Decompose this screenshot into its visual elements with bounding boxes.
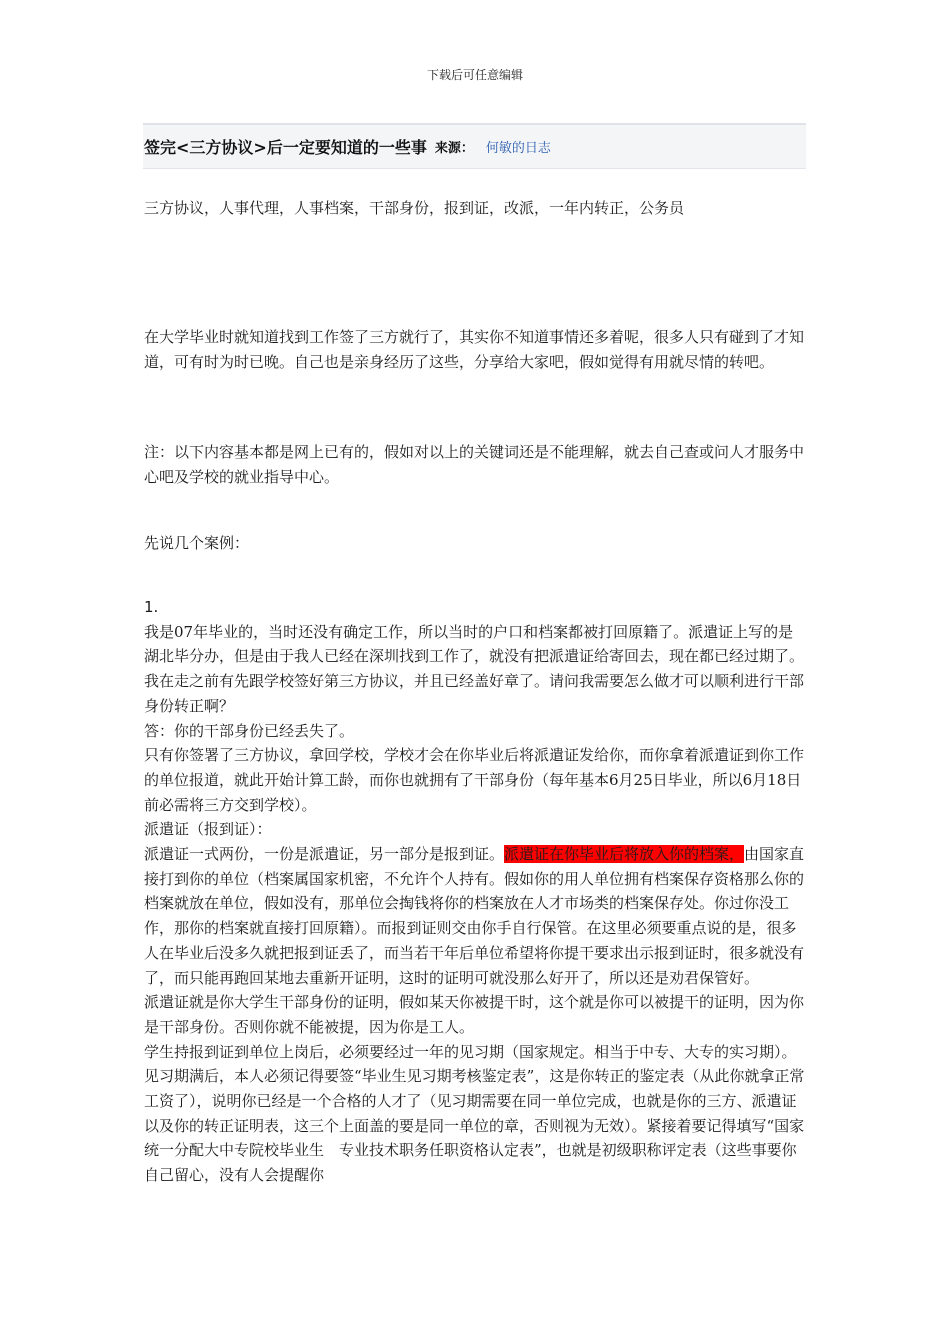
case-question: 我是07年毕业的，当时还没有确定工作，所以当时的户口和档案都被打回原籍了。派遣证上写的是湖北毕分办，但是由于我人已经在深圳找到工作了，就没有把派遣证给寄回去，现在都已经过期了。我在走之前有先跟学校签好第三方协议，并且已经盖好章了。请问我需要怎么做才可以顺利进行干部身份转正啊？ bbox=[144, 622, 805, 715]
probation-paragraph: 学生持报到证到单位上岗后，必须要经过一年的见习期（国家规定。相当于中专、大专的实习期）。见习期满后，本人必须记得要签“毕业生见习期考核鉴定表”，这是你转正的鉴定表（从此你就拿正常工资了），说明你已经是一个合格的人才了（见习期需要在同一单位完成，也就是你的三方、派遣证以及你的转正证明表，这三个上面盖的要是同一单位的章，否则视为无效）。紧接着要记得填写“国家统一分配大中专院校毕业生 专业技术职务任职资格认定表”，也就是初级职称评定表（这些事要你自己留心，没有人会提醒你 bbox=[144, 1042, 805, 1185]
cadre-status-paragraph: 派遣证就是你大学生干部身份的证明，假如某天你被提干时，这个就是你可以被提干的证明，因为你是干部身份。否则你就不能被提，因为你是工人。 bbox=[144, 993, 805, 1036]
case-number: 1. bbox=[144, 598, 159, 616]
intro-paragraph: 在大学毕业时就知道找到工作签了三方就行了，其实你不知道事情还多着呢，很多人只有碰到了才知道，可有时为时已晚。自己也是亲身经历了这些，分享给大家吧，假如觉得有用就尽情的转吧。 bbox=[144, 328, 805, 371]
article-title-bar bbox=[143, 123, 806, 169]
case-explanation: 只有你签署了三方协议，拿回学校，学校才会在你毕业后将派遣证发给你，而你拿着派遣证到你工作的单位报道，就此开始计算工龄，而你也就拥有了干部身份（每年基本6月25日毕业，所以6月18日前必需将三方交到学校）。 bbox=[144, 746, 805, 814]
case-1-block bbox=[144, 595, 808, 1188]
case-answer: 答：你的干部身份已经丢失了。 bbox=[144, 721, 355, 740]
source-label: 来源： bbox=[434, 141, 474, 156]
detail-text-before: 派遣证一式两份，一份是派遣证，另一部分是报到证。 bbox=[144, 845, 505, 864]
note-paragraph: 注：以下内容基本都是网上已有的，假如对以上的关键词还是不能理解，就去自己查或问人才服务中心吧及学校的就业指导中心。 bbox=[144, 443, 805, 486]
keywords-line: 三方协议，人事代理，人事档案，干部身份，报到证，改派，一年内转正，公务员 bbox=[144, 199, 685, 217]
dispatch-cert-heading: 派遣证（报到证）： bbox=[144, 820, 272, 839]
highlighted-text: 派遣证在你毕业后将放入你的档案， bbox=[504, 845, 745, 864]
detail-text-after: 由国家直接打到你的单位（档案属国家机密，不允许个人持有。假如你的用人单位拥有档案保存资格那么你的档案就放在单位，假如没有，那单位会掏钱将你的档案放在人才市场类的档案保存处。你过你没工作，那你的档案就直接打回原籍）。而报到证则交由你手自行保管。在这里必须要重点说的是，很多人在毕业后没多久就把报到证丢了，而当若干年后单位希望将你提干要求出示报到证时，很多就没有了，而只能再跑回某地去重新开证明，这时的证明可就没那么好开了，所以还是劝君保管好。 bbox=[144, 845, 805, 987]
dispatch-cert-detail bbox=[144, 842, 808, 990]
source-link[interactable]: 何敏的日志 bbox=[485, 141, 551, 156]
cases-heading: 先说几个案例： bbox=[144, 534, 250, 552]
article-title: 签完<三方协议>后一定要知道的一些事 bbox=[144, 138, 427, 157]
header-note: 下载后可任意编辑 bbox=[426, 68, 523, 82]
